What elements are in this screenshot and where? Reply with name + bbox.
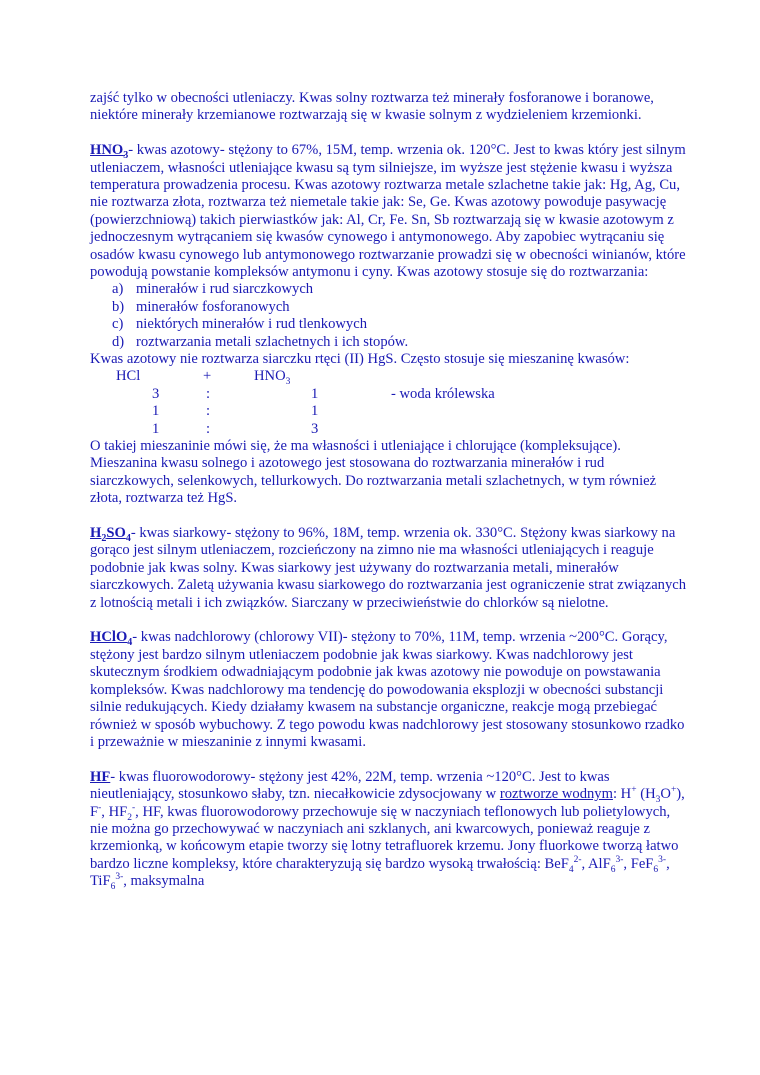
mix-row: 1 : 3 — [152, 420, 319, 437]
hno3-list — [90, 281, 690, 351]
document-page — [90, 90, 690, 891]
hno3-closing: O takiej mieszaninie mówi się, że ma własności i utleniające i chlorujące (kompleksujące). Mieszanina kwasu solnego i azotowego jest stosowana do roztwarzania minerałów i rud siarczkowych, selenkowych, tellurkowych. Do roztwarzania metali szlachetnych, w tym również złota, roztwarza też HgS. — [90, 438, 657, 507]
aqua-regia-table — [90, 368, 690, 438]
h2so4-paragraph — [90, 525, 690, 612]
mix-row: 1 : 1 — [152, 403, 319, 420]
hclo4-text: - kwas nadchlorowy (chlorowy VII)- stężony to 70%, 11M, temp. wrzenia ~200°C. Gorący, stężony jest bardzo silnym utleniaczem podobnie jak kwas siarkowy. Kwas nadchlorowy jest skutecznym środkiem odwadniającym podobnie jak kwas azotowy nie powoduje on powstawania kompleksów. Kwas nadchlorowy ma tendencję do powodowania eksplozji w obecności substancji silnie redukujących. Kiedy działamy kwasem na substancje organiczne, reakcje mogą przebiegać również w sposób wybuchowy. Z tego powodu kwas nadchlorowy jest stosowany stosunkowo rzadko i przeważnie w mieszaninie z innymi kwasami. — [90, 629, 685, 750]
mix-header-row: HCl + $HNO_3$ — [116, 368, 291, 388]
list-item: c) niektórych minerałów i rud tlenkowych — [112, 316, 368, 333]
list-item: a) minerałów i rud siarczkowych — [112, 281, 314, 298]
h2so4-text: - kwas siarkowy- stężony to 96%, 18M, temp. wrzenia ok. 330°C. Stężony kwas siarkowy na gorąco jest silnym utleniaczem, rozcieńczony na zimno nie ma własności utleniających i reaguje podobnie jak kwas solny. Kwas siarkowy jest używany do roztwarzania metali, minerałów siarczkowych. Zaletą używania kwasu siarkowego do roztwarzania jest ograniczenie strat związanych z lotnością metali i ich związków. Siarczany w przeciwieństwie do chlorków są nielotne. — [90, 525, 687, 611]
hclo4-heading: HClO$_4$ — [90, 629, 133, 649]
list-item: b) minerałów fosforanowych — [112, 298, 290, 315]
h2so4-heading: $H_2SO_4$ — [90, 525, 131, 544]
list-item: d) roztwarzania metali szlachetnych i ich stopów. — [112, 333, 409, 350]
hno3-after-list: Kwas azotowy nie roztwarza siarczku rtęci (II) HgS. Często stosuje się mieszaninę kwasów: — [90, 351, 630, 368]
hno3-heading: $HNO_3$ — [90, 142, 129, 162]
hno3-paragraph — [90, 142, 690, 281]
hclo4-paragraph — [90, 629, 690, 751]
hf-heading: HF — [90, 768, 111, 785]
hf-paragraph: HF- kwas fluorowodorowy- stężony jest 42%, 22M, temp. wrzenia ~120°C. Jest to kwas nieutleniający, stosunkowo słaby, tzn. niecałkowicie zdysocjowany w roztworze wodnym: H+ $(H_3O^+)$, F-, $HF_2^-$, HF, kwas fluorowodorowy przechowuje się w naczyniach teflonowych lub polietylowych, nie można go przechowywać w naczyniach ani szklanych, ani kwarcowych, ponieważ reaguje z krzemionką, w końcowym etapie tworzy się lotny tetrafluorek krzemu. Jony fluorkowe tworzą łatwo bardzo liczne kompleksy, które charakteryzują się bardzo wysoką trwałością: BeF$_4^{2-}$, AlF$_6^{3-}$, FeF$_6^{3-}$, TiF$_6^{3-}$, maksymalna — [90, 768, 685, 893]
underlined-term: roztworze wodnym — [499, 786, 613, 803]
intro-paragraph: zajść tylko w obecności utleniaczy. Kwas solny roztwarza też minerały fosforanowe i boranowe, niektóre minerały krzemianowe roztwarzają się w kwasie solnym z wydzieleniem krzemionki. — [90, 90, 654, 124]
hno3-text: - kwas azotowy- stężony to 67%, 15M, temp. wrzenia ok. 120°C. Jest to kwas który jest silnym utleniaczem, własności utleniające kwasu są tym silniejsze, im wyższe jest stężenie kwasu i wyższa temperatura prowadzenia procesu. Kwas azotowy roztwarza metale szlachetne takie jak: Hg, Ag, Cu, nie roztwarza złota, roztwarza też niemetale takie jak: Se, Ge. Kwas azotowy powoduje pasywację (powierzchniową) takich pierwiastków jak: Al, Cr, Fe. Sn, Sb roztwarzają się w kwasie azotowym z jednoczesnym wytrącaniem się kwasów cynowego i antymonowego. Aby zapobiec wytrącaniu się osadów kwasu cynowego lub antymonowego roztwarzanie prowadzi się w obecności winianów, które powodują powstanie kompleksów antymonu i cyny. Kwas azotowy stosuje się do roztwarzania: — [90, 142, 686, 281]
mix-row: 3 : 1 - woda królewska — [152, 385, 495, 402]
